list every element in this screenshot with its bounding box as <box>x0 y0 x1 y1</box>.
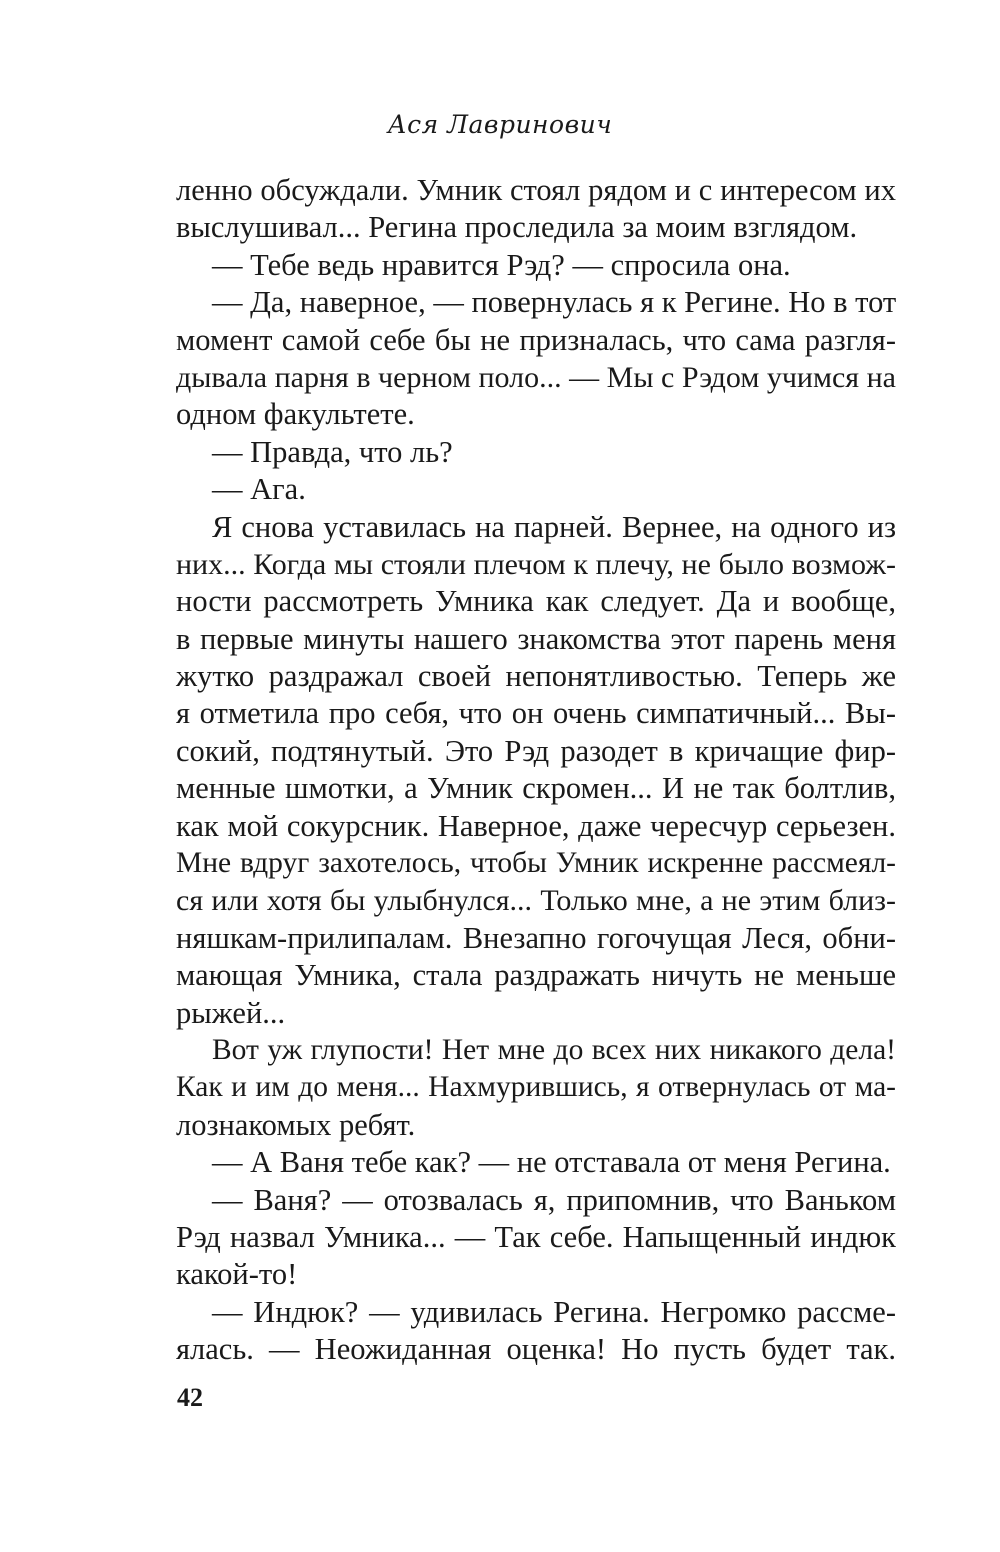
text-line: — Ага. <box>212 472 306 507</box>
text-line: Как и им до меня... Нахмурившись, я отвернулась от ма- <box>176 1071 896 1104</box>
text-line: — Тебе ведь нравится Рэд? — спросила она. <box>212 247 791 282</box>
text-line: сокий, подтянутый. Это Рэд разодет в кричащие фир- <box>176 733 896 768</box>
text-line: момент самой себе бы не призналась, что сама разгля- <box>176 322 896 357</box>
text-line: мающая Умника, стала раздражать ничуть не меньше <box>176 958 896 993</box>
text-line: выслушивал... Регина проследила за моим взглядом. <box>176 210 858 245</box>
text-line: менные шмотки, а Умник скромен... И не так болтлив, <box>176 771 896 806</box>
text-line: Рэд назвал Умника... — Так себе. Напыщенный индюк <box>176 1219 896 1254</box>
text-line: Вот уж глупости! Нет мне до всех них никакого дела! <box>212 1033 896 1066</box>
text-line: — Ваня? — отозвалась я, припомнив, что Ваньком <box>212 1182 896 1217</box>
text-line: ленно обсуждали. Умник стоял рядом и с интересом их <box>176 173 896 207</box>
text-line: дывала парня в черном поло... — Мы с Рэдом учимся на <box>176 360 896 394</box>
text-line: лознакомых ребят. <box>176 1107 416 1142</box>
running-head-author: Ася Лавринович <box>387 110 613 139</box>
text-line: я отметила про себя, что он очень симпатичный... Вы- <box>176 696 896 731</box>
text-line: жутко раздражал своей непонятливостью. Теперь же <box>176 659 896 694</box>
text-line: — А Ваня тебе как? — не отставала от меня Регина. <box>212 1145 891 1180</box>
text-line: Мне вдруг захотелось, чтобы Умник искренне рассмеял- <box>176 847 896 880</box>
text-line: них... Когда мы стояли плечом к плечу, не было возмож- <box>176 547 896 581</box>
text-line: Я снова уставилась на парней. Вернее, на одного из <box>212 509 896 544</box>
text-line: какой-то! <box>176 1257 298 1292</box>
text-line: рыжей... <box>176 995 286 1030</box>
text-line: ся или хотя бы улыбнулся... Только мне, а не этим близ- <box>176 884 896 918</box>
text-line: — Индюк? — удивилась Регина. Негромко рассме- <box>212 1294 896 1329</box>
body-text <box>176 172 896 1369</box>
text-line: няшкам-прилипалам. Внезапно гогочущая Леся, обни- <box>176 920 896 955</box>
text-line: как мой сокурсник. Наверное, даже чересчур серьезен. <box>176 808 896 843</box>
text-line: — Да, наверное, — повернулась я к Регине. Но в тот <box>212 285 897 320</box>
page-number: 42 <box>177 1383 203 1412</box>
text-line: ялась. — Неожиданная оценка! Но пусть будет так. <box>176 1332 896 1367</box>
text-line: в первые минуты нашего знакомства этот парень меня <box>176 621 896 656</box>
text-line: одном факультете. <box>176 397 415 432</box>
text-line: ности рассмотреть Умника как следует. Да и вообще, <box>176 584 896 619</box>
text-line: — Правда, что ль? <box>212 434 453 469</box>
